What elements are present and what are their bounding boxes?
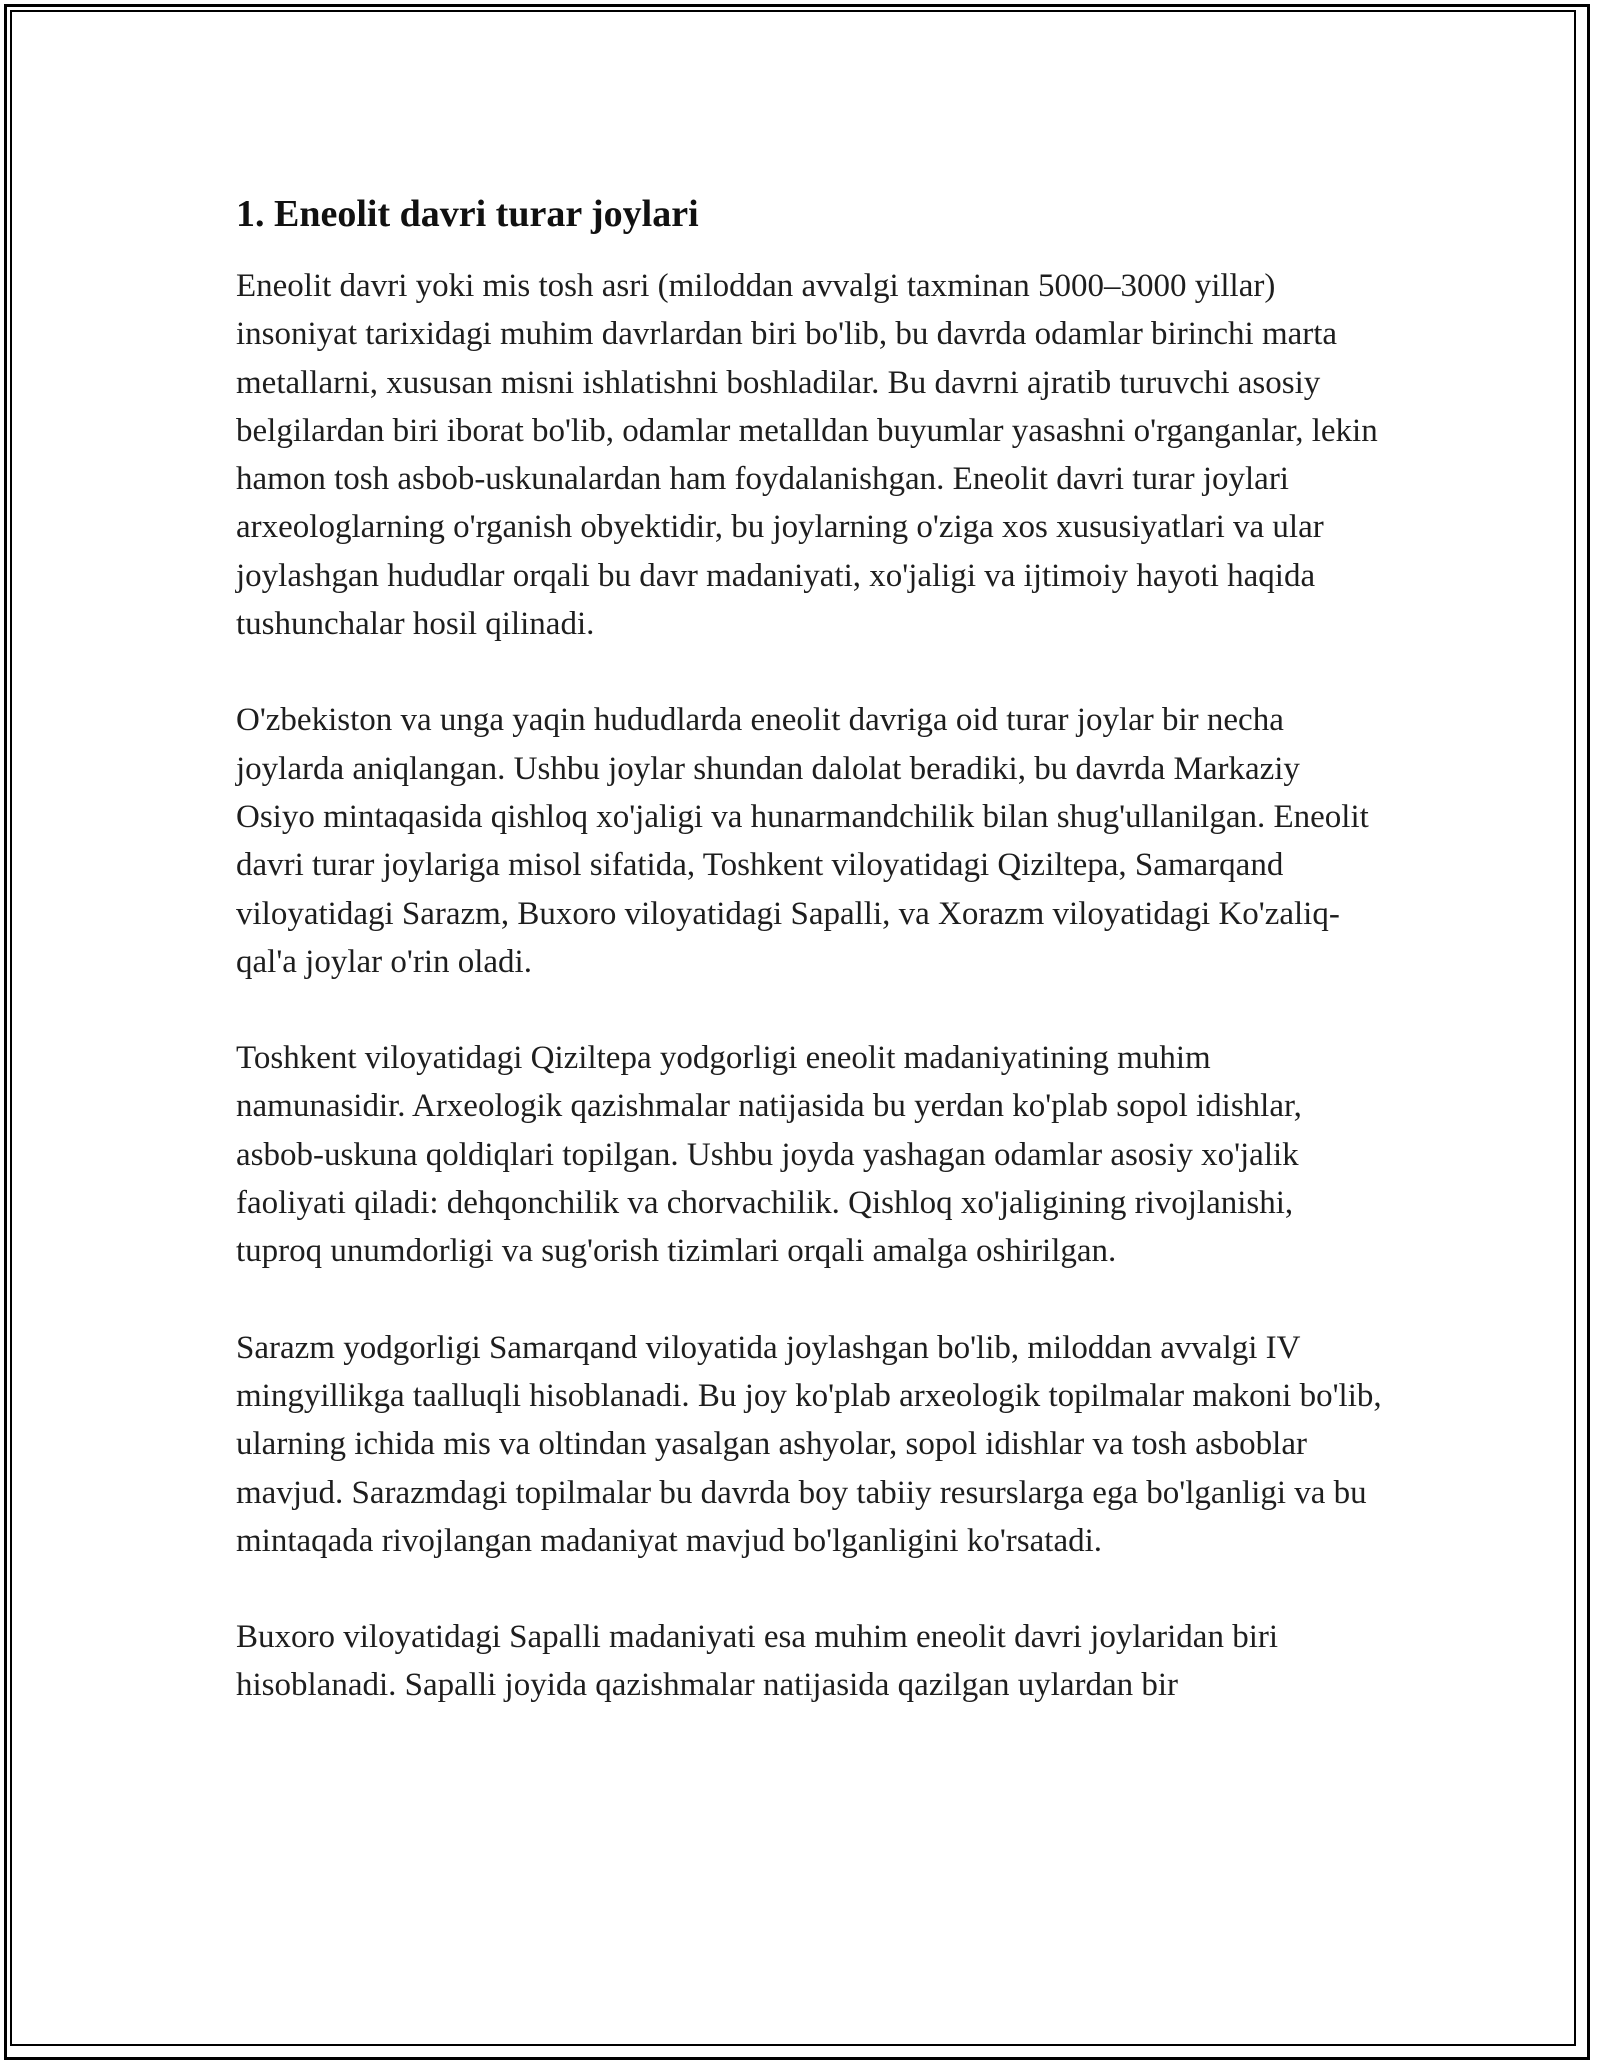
paragraph-sarazm: Sarazm yodgorligi Samarqand viloyatida joylashgan bo'lib, miloddan avvalgi IV mingyillikga taalluqli hisoblanadi. Bu joy ko'plab arxeologik topilmalar makoni bo'lib, ularning ichida mis va oltindan yasalgan ashyolar, sopol idishlar va tosh asboblar mavjud. Sarazmdagi topilmalar bu davrda boy tabiiy resurslarga ega bo'lganligi va bu mintaqada rivojlangan madaniyat mavjud bo'lganligini ko'rsatadi. (236, 1329, 1382, 1559)
section-title: 1. Eneolit davri turar joylari (236, 193, 699, 235)
paragraph-uzbekistan-sites: O'zbekiston va unga yaqin hududlarda eneolit davriga oid turar joylar bir necha joylarda aniqlangan. Ushbu joylar shundan dalolat beradiki, bu davrda Markaziy Osiyo mintaqasida qishloq xo'jaligi va hunarmandchilik bilan shug'ullanilgan. Eneolit davri turar joylariga misol sifatida, Toshkent viloyatidagi Qiziltepa, Samarqand viloyatidagi Sarazm, Buxoro viloyatidagi Sapalli, va Xorazm viloyatidagi Ko'zaliq-qal'a joylar o'rin oladi. (236, 702, 1369, 980)
paragraph-intro: Eneolit davri yoki mis tosh asri (miloddan avvalgi taxminan 5000–3000 yillar) insoniyat tarixidagi muhim davrlardan biri bo'lib, bu davrda odamlar birinchi marta metallarni, xususan misni ishlatishni boshladilar. Bu davrni ajratib turuvchi asosiy belgilardan biri iborat bo'lib, odamlar metalldan buyumlar yasashni o'rganganlar, lekin hamon tosh asbob-uskunalardan ham foydalanishgan. Eneolit davri turar joylari arxeologlarning o'rganish obyektidir, bu joylarning o'ziga xos xususiyatlari va ular joylashgan hududlar orqali bu davr madaniyati, xo'jaligi va ijtimoiy hayoti haqida tushunchalar hosil qilinadi. (236, 268, 1378, 643)
paragraph-sapalli: Buxoro viloyatidagi Sapalli madaniyati esa muhim eneolit davri joylaridan biri hisoblanadi. Sapalli joyida qazishmalar natijasida qazilgan uylardan bir (236, 1619, 1279, 1704)
document-body (236, 186, 1386, 1758)
paragraph-qiziltepa: Toshkent viloyatidagi Qiziltepa yodgorligi eneolit madaniyatining muhim namunasidir. Arxeologik qazishmalar natijasida bu yerdan ko'plab sopol idishlar, asbob-uskuna qoldiqlari topilgan. Ushbu joyda yashagan odamlar asosiy xo'jalik faoliyati qiladi: dehqonchilik va chorvachilik. Qishloq xo'jaligining rivojlanishi, tuproq unumdorligi va sug'orish tizimlari orqali amalga oshirilgan. (236, 1040, 1302, 1270)
